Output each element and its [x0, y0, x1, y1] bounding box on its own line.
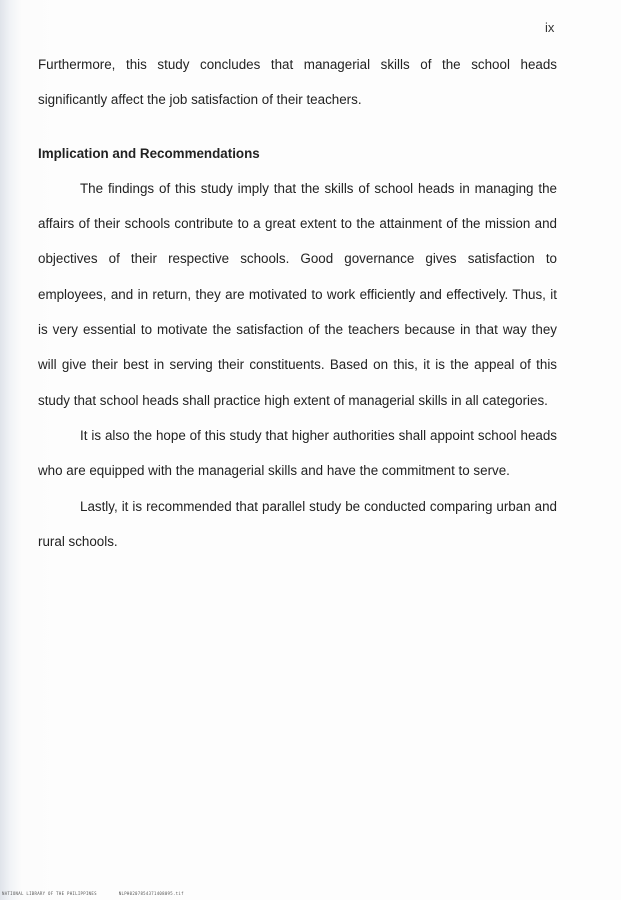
section-heading: Implication and Recommendations	[38, 145, 260, 161]
scan-footer	[2, 891, 206, 896]
page-number: ix	[545, 20, 555, 35]
footer-code-text: NLPH0207854371408095.tif	[118, 891, 184, 896]
document-body	[38, 47, 557, 559]
recommendation-paragraph: It is also the hope of this study that higher authorities shall appoint school heads who are equipped with the managerial skills and have the commitment to serve.	[38, 427, 557, 479]
final-recommendation-paragraph: Lastly, it is recommended that parallel study be conducted comparing urban and rural schools.	[38, 498, 557, 549]
footer-library-text: NATIONAL LIBRARY OF THE PHILIPPINES	[2, 891, 97, 896]
conclusion-paragraph: Furthermore, this study concludes that managerial skills of the school heads significantly affect the job satisfaction of their teachers.	[38, 57, 557, 108]
implication-paragraph: The findings of this study imply that the skills of school heads in managing the affairs of their schools contribute to a great extent to the attainment of the mission and objectives of their respective schools. Good governance gives satisfaction to employees, and in return, they are motivated to work efficiently and effectively. Thus, it is very essential to motivate the satisfaction of the teachers because in that way they will give their best in serving their constituents. Based on this, it is the appeal of this study that school heads shall practice high extent of managerial skills in all categories.	[38, 180, 557, 408]
